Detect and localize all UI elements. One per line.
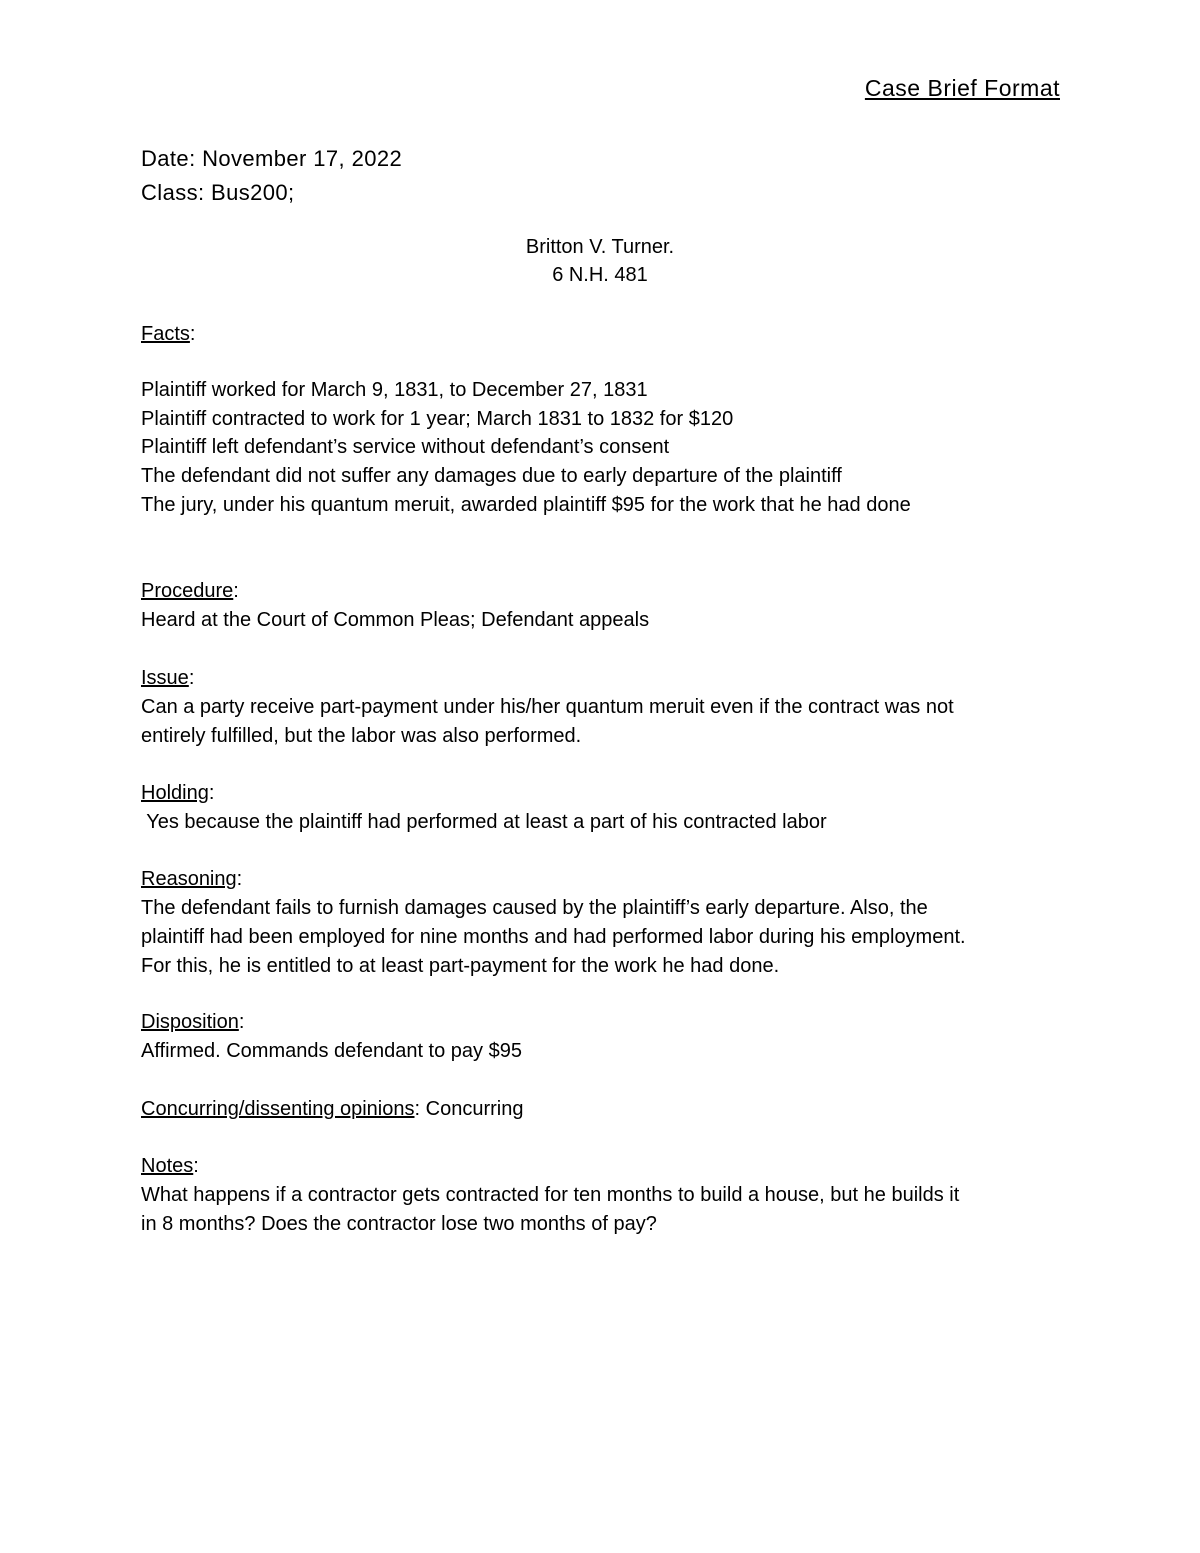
issue-heading xyxy=(141,664,194,693)
facts-line: Plaintiff contracted to work for 1 year; March 1831 to 1832 for $120 xyxy=(141,408,734,430)
issue-label: Issue xyxy=(141,667,189,689)
opinions-label: Concurring/dissenting opinions xyxy=(141,1098,415,1120)
notes-line: in 8 months? Does the contractor lose two months of pay? xyxy=(141,1213,657,1235)
case-citation: 6 N.H. 481 xyxy=(552,264,648,286)
holding-heading xyxy=(141,779,214,808)
holding-label: Holding xyxy=(141,782,209,804)
holding-line: Yes because the plaintiff had performed at least a part of his contracted labor xyxy=(141,811,827,833)
facts-line: The jury, under his quantum meruit, awarded plaintiff $95 for the work that he had done xyxy=(141,494,911,516)
date-line: Date: November 17, 2022 xyxy=(141,146,403,171)
facts-line: The defendant did not suffer any damages due to early departure of the plaintiff xyxy=(141,465,842,487)
procedure-label: Procedure xyxy=(141,580,234,602)
format-title: Case Brief Format xyxy=(864,75,1060,101)
case-name: Britton V. Turner. xyxy=(525,236,675,258)
issue-line: entirely fulfilled, but the labor was also performed. xyxy=(141,725,582,747)
facts-colon: : xyxy=(189,323,196,345)
reasoning-colon: : xyxy=(236,868,243,890)
disposition-heading xyxy=(141,1008,244,1037)
procedure-line: Heard at the Court of Common Pleas; Defendant appeals xyxy=(141,609,650,631)
disposition-colon: : xyxy=(238,1011,245,1033)
notes-colon: : xyxy=(193,1155,199,1177)
notes-label: Notes xyxy=(141,1155,194,1177)
facts-line: Plaintiff worked for March 9, 1831, to December 27, 1831 xyxy=(141,379,648,401)
opinions-value: Concurring xyxy=(425,1098,524,1120)
notes-heading xyxy=(141,1152,199,1181)
reasoning-line: plaintiff had been employed for nine months and had performed labor during his employment. xyxy=(141,926,966,948)
reasoning-heading xyxy=(141,865,242,894)
procedure-colon: : xyxy=(233,580,239,602)
notes-line: What happens if a contractor gets contracted for ten months to build a house, but he builds it xyxy=(141,1184,960,1206)
facts-line: Plaintiff left defendant’s service without defendant’s consent xyxy=(141,436,670,458)
holding-colon: : xyxy=(208,782,215,804)
reasoning-line: For this, he is entitled to at least part-payment for the work he had done. xyxy=(141,955,780,977)
reasoning-line: The defendant fails to furnish damages caused by the plaintiff’s early departure. Also, the xyxy=(141,897,928,919)
facts-label: Facts xyxy=(141,323,190,345)
disposition-line: Affirmed. Commands defendant to pay $95 xyxy=(141,1040,522,1062)
disposition-label: Disposition xyxy=(141,1011,239,1033)
opinions-colon: : xyxy=(414,1098,426,1120)
issue-line: Can a party receive part-payment under his/her quantum meruit even if the contract was not xyxy=(141,696,954,718)
facts-heading xyxy=(141,320,195,349)
reasoning-label: Reasoning xyxy=(141,868,237,890)
issue-colon: : xyxy=(188,667,195,689)
procedure-heading xyxy=(141,577,239,606)
class-line: Class: Bus200; xyxy=(141,180,295,205)
opinions-heading xyxy=(141,1095,523,1124)
